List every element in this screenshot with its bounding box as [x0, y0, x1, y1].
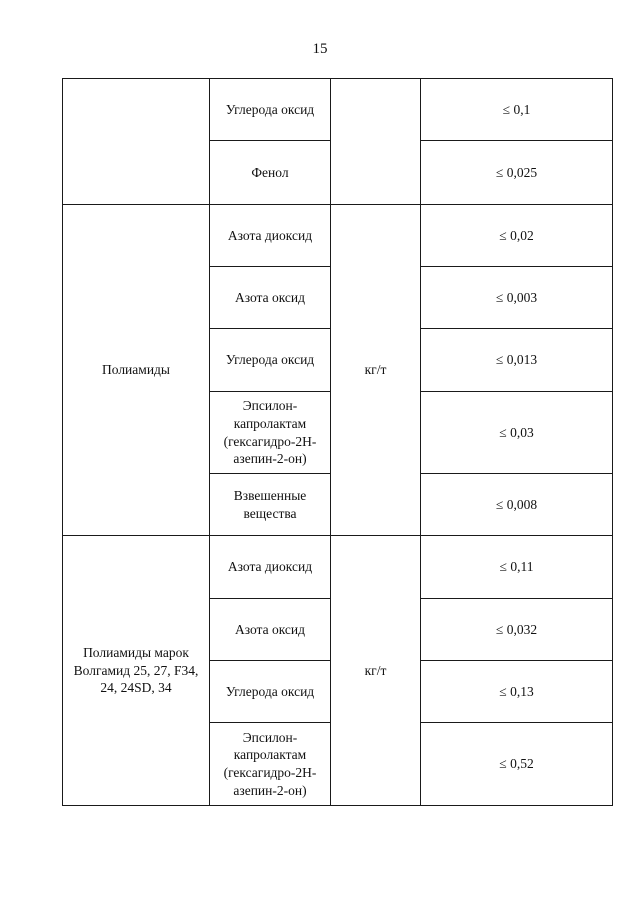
substance-cell: Фенол — [210, 141, 331, 205]
value-cell: ≤ 0,003 — [421, 267, 613, 329]
emissions-table — [62, 78, 613, 806]
value-cell: ≤ 0,1 — [421, 79, 613, 141]
product-cell: Полиамиды — [63, 205, 210, 536]
value-cell: ≤ 0,13 — [421, 661, 613, 723]
value-cell: ≤ 0,02 — [421, 205, 613, 267]
table-row — [63, 536, 613, 599]
substance-cell: Азота оксид — [210, 599, 331, 661]
substance-cell: Азота диоксид — [210, 205, 331, 267]
substance-cell: Взвешенные вещества — [210, 474, 331, 536]
substance-cell: Эпсилон-капролактам (гексагидро-2Н-азепин-2-он) — [210, 392, 331, 474]
substance-cell: Углерода оксид — [210, 329, 331, 392]
table-row — [63, 79, 613, 141]
unit-cell — [331, 79, 421, 205]
product-cell — [63, 79, 210, 205]
table-row — [63, 205, 613, 267]
page-number: 15 — [312, 41, 328, 57]
substance-cell: Азота диоксид — [210, 536, 331, 599]
value-cell: ≤ 0,013 — [421, 329, 613, 392]
unit-cell: кг/т — [331, 536, 421, 806]
value-cell: ≤ 0,03 — [421, 392, 613, 474]
value-cell: ≤ 0,11 — [421, 536, 613, 599]
substance-cell: Углерода оксид — [210, 79, 331, 141]
substance-cell: Азота оксид — [210, 267, 331, 329]
unit-cell: кг/т — [331, 205, 421, 536]
value-cell: ≤ 0,025 — [421, 141, 613, 205]
substance-cell: Эпсилон-капролактам (гексагидро-2Н-азепин-2-он) — [210, 723, 331, 806]
product-cell: Полиамиды марок Волгамид 25, 27, F34, 24, 24SD, 34 — [63, 536, 210, 806]
substance-cell: Углерода оксид — [210, 661, 331, 723]
value-cell: ≤ 0,52 — [421, 723, 613, 806]
value-cell: ≤ 0,032 — [421, 599, 613, 661]
value-cell: ≤ 0,008 — [421, 474, 613, 536]
